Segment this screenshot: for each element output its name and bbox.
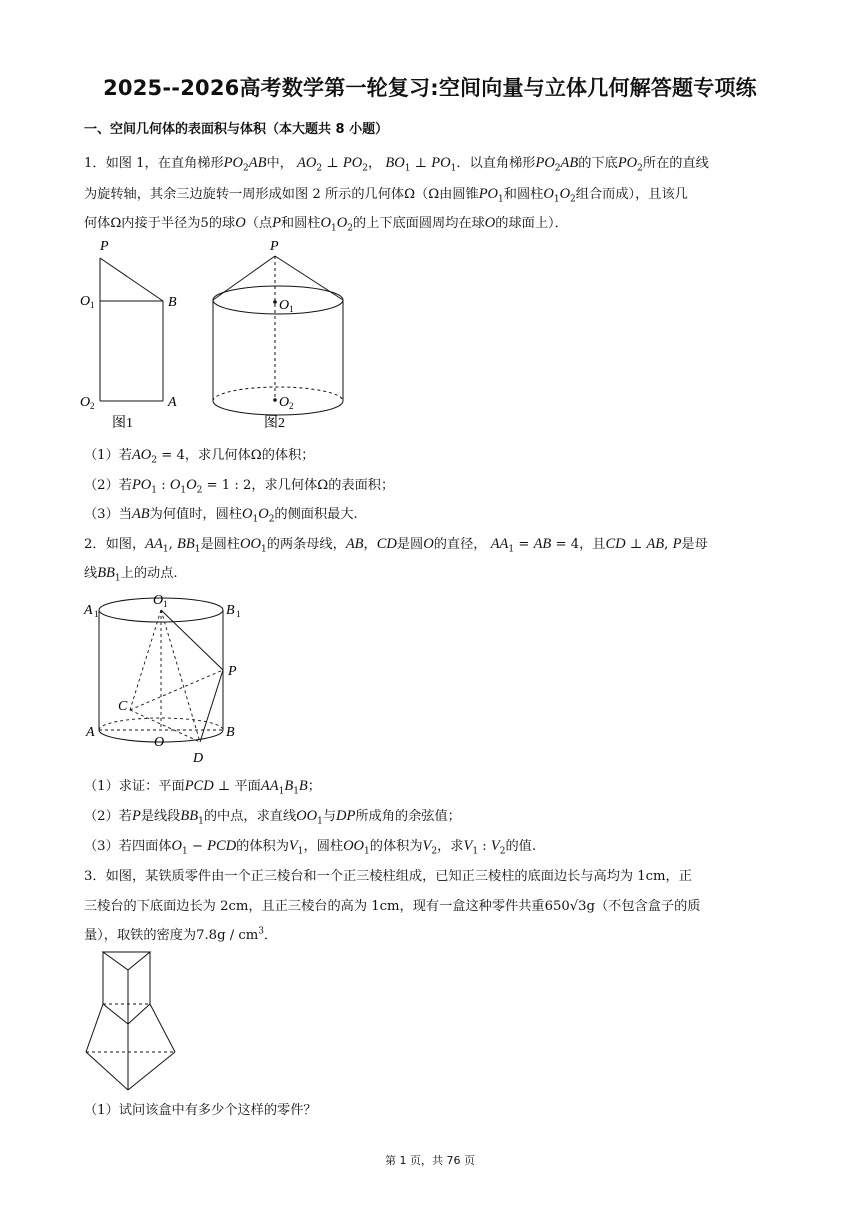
svg-text:1: 1 (94, 609, 99, 619)
fig1-caption: 图1 (112, 416, 133, 431)
q2-figure (80, 590, 250, 770)
q2-line-1: 2．如图，$AA_1$, $BB_1$是圆柱$OO_1$的两条母线，AB，CD是圆O的直径， $AA_1$ = AB = 4，且CD ⊥ AB, P是母 (84, 536, 708, 555)
svg-text:P: P (270, 239, 279, 254)
svg-text:1: 1 (289, 304, 294, 314)
page-footer: 第 1 页，共 76 页 (385, 1154, 475, 1167)
svg-text:O: O (279, 298, 290, 313)
svg-text:O: O (153, 593, 164, 608)
q2-sub-3: （3）若四面体$O_1$ − PCD的体积为$V_1$，圆柱$OO_1$的体积为$V_2$，求$V_1$ : $V_2$的值. (84, 838, 537, 857)
q3-line-1: 3．如图，某铁质零件由一个正三棱台和一个正三棱柱组成，已知正三棱柱的底面边长与高均为 1cm，正 (84, 869, 692, 884)
svg-text:A: A (168, 395, 177, 410)
q3-sub-1: （1）试问该盒中有多少个这样的零件？ (84, 1103, 317, 1118)
svg-text:P: P (228, 664, 237, 679)
q1-line-1: 1．如图 1，在直角梯形$PO_2AB$中， $AO_2$ ⊥ $PO_2$， $BO_1$ ⊥ $PO_1$．以直角梯形$PO_2AB$的下底$PO_2$所在的直线 (84, 155, 709, 174)
q1-sub-1: （1）若$AO_2 = 4$，求几何体Ω的体积； (84, 447, 315, 466)
svg-text:2: 2 (90, 401, 95, 411)
svg-text:1: 1 (163, 599, 168, 609)
svg-text:P: P (100, 239, 109, 254)
svg-text:B: B (226, 603, 235, 618)
q1-line-3: 何体Ω内接于半径为5的球O（点P和圆柱$O_1O_2$的上下底面圆周均在球O的球面上）． (84, 215, 568, 234)
fig1-trapezoid (100, 258, 163, 401)
svg-text:2: 2 (289, 401, 294, 411)
section-heading: 一、空间几何体的表面积与体积（本大题共 8 小题） (84, 122, 389, 137)
q1-sub-2: （2）若$PO_1$ : $O_1O_2 = 1$ : 2，求几何体Ω的表面积； (84, 477, 395, 496)
svg-text:O: O (154, 735, 165, 750)
q2-line-2: 线$BB_1$上的动点. (84, 565, 178, 584)
q2-sub-1: （1）求证：平面PCD ⊥ 平面$AA_1B_1B$； (84, 778, 321, 797)
q2-sub-2: （2）若P是线段$BB_1$的中点，求直线$OO_1$与DP所成角的余弦值； (84, 808, 461, 827)
fig2-solid (213, 256, 343, 415)
q3-line-2: 三棱台的下底面边长为 2cm，且正三棱台的高为 1cm，现有一盒这种零件共重650√3g（不包含盒子的质 (84, 899, 701, 914)
q3-line-3: 量），取铁的密度为$7.8g / cm^3$． (84, 926, 278, 943)
q1-line-2: 为旋转轴，其余三边旋转一周形成如图 2 所示的几何体Ω（Ω由圆锥$PO_1$和圆柱$O_1O_2$组合而成），且该几 (84, 186, 688, 205)
svg-text:B: B (168, 295, 177, 310)
svg-text:O: O (80, 395, 91, 410)
q1-figures (78, 236, 368, 436)
svg-text:A: A (86, 725, 95, 740)
svg-text:1: 1 (236, 609, 241, 619)
q3-figure (80, 948, 190, 1096)
fig2-caption: 图2 (264, 416, 285, 431)
svg-text:1: 1 (90, 300, 95, 310)
svg-text:B: B (226, 725, 235, 740)
svg-text:O: O (279, 395, 290, 410)
svg-text:C: C (118, 699, 128, 714)
page-title: 2025--2026高考数学第一轮复习:空间向量与立体几何解答题专项练 (103, 76, 757, 100)
svg-text:D: D (193, 751, 204, 766)
svg-text:A: A (84, 603, 93, 618)
q1-sub-3: （3）当AB为何值时，圆柱$O_1O_2$的侧面积最大. (84, 506, 358, 525)
svg-text:O: O (80, 294, 91, 309)
